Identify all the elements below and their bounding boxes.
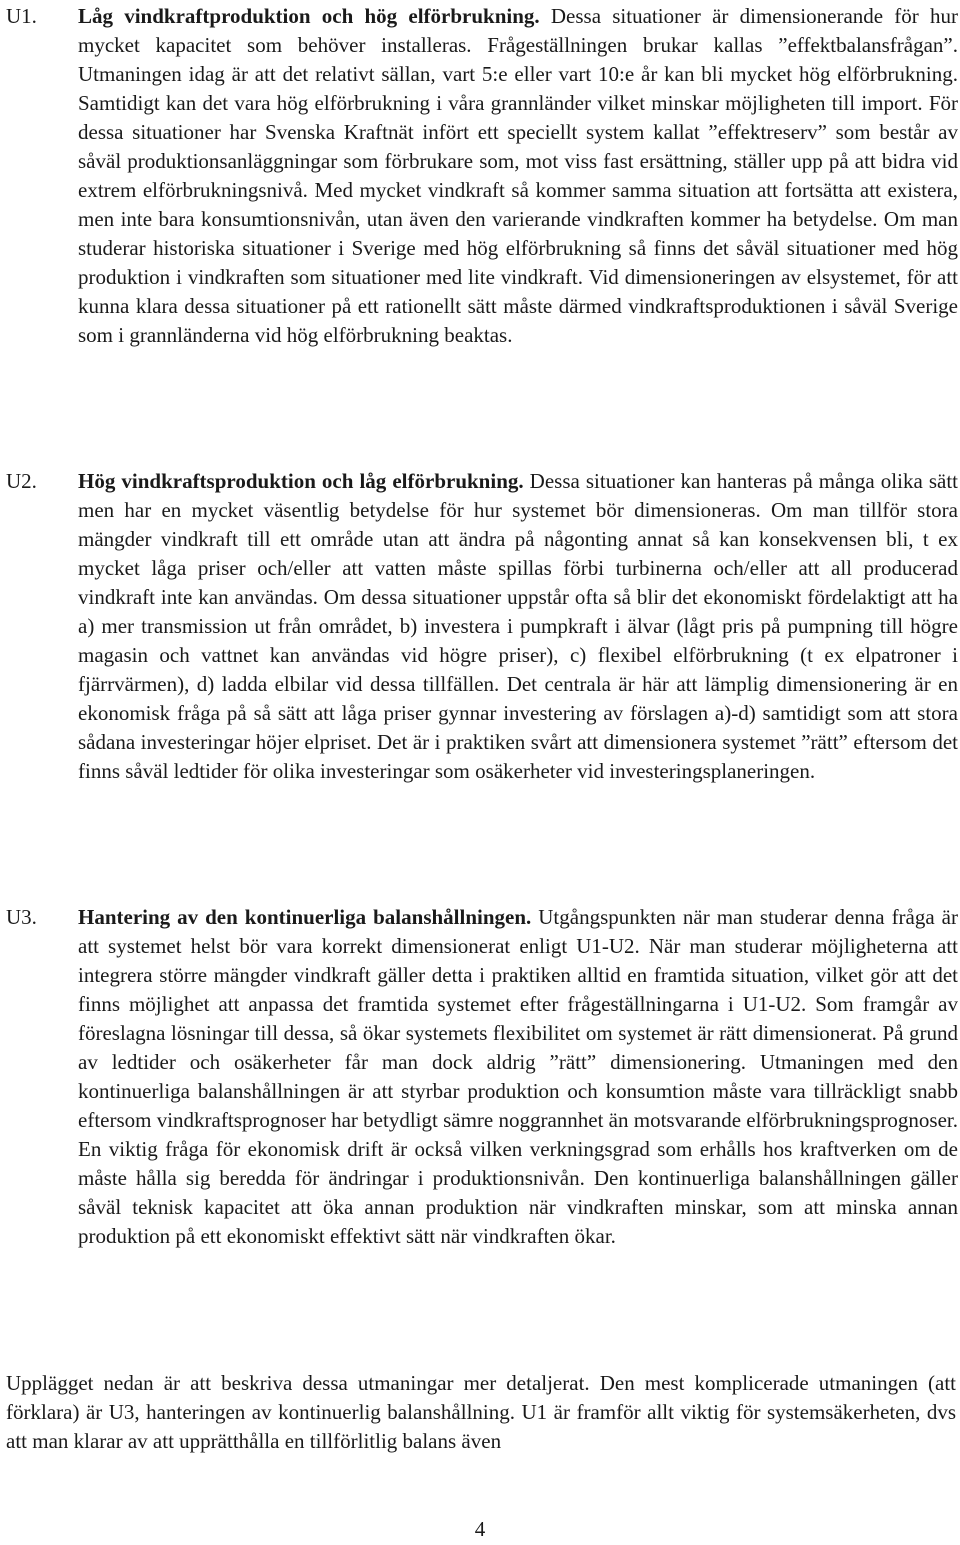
closing-paragraph: Upplägget nedan är att beskriva dessa utmaningar mer detaljerat. Den mest komplicerade utmaningen (att förklara) är U3, hanteringen av kontinuerlig balanshållning. U1 är framför allt viktig för systemsäkerheten, dvs att man klarar av att upprätthålla en tillförlitlig balans även <box>6 1371 956 1453</box>
page-number: 4 <box>474 1517 486 1541</box>
item-heading: Låg vindkraftproduktion och hög elförbrukning. <box>78 4 540 28</box>
list-item-u2 <box>0 467 958 786</box>
item-heading: Hantering av den kontinuerliga balanshållningen. <box>78 905 532 929</box>
item-label: U3. <box>6 905 37 929</box>
item-body <box>78 467 958 786</box>
item-text: Dessa situationer kan hanteras på många olika sätt men har en mycket väsentlig betydelse för hur systemet bör dimensioneras. Om man tillför stora mängder vindkraft till ett område utan att ändra på någonting annat så kan konsekvensen bli, t ex mycket låga priser och/eller att vatten måste spillas förbi turbinerna och/eller att all producerad vindkraft inte kan användas. Om dessa situationer uppstår ofta så blir det ekonomiskt fördelaktigt att ha a) mer transmission ut från området, b) investera i pumpkraft i älvar (lågt pris på pumpning till högre magasin och vattnet kan användas vid högre priser), c) flexibel elförbrukning (t ex elpatroner i fjärrvärmen), d) ladda elbilar vid dessa tillfällen. Det centrala är här att lämplig dimensionering är en ekonomisk fråga på så sätt att låga priser gynnar investering av förslagen a)-d) samtidigt som att stora sådana investeringar höjer elpriset. Det är i praktiken svårt att dimensionera systemet ”rätt” eftersom det finns såväl ledtider för olika investeringar som osäkerheter vid investeringsplaneringen. <box>78 469 958 783</box>
item-heading: Hög vindkraftsproduktion och låg elförbrukning. <box>78 469 524 493</box>
item-text: Dessa situationer är dimensionerande för hur mycket kapacitet som behöver installeras. Frågeställningen brukar kallas ”effektbalansfrågan”. Utmaningen idag är att det relativt sällan, vart 5:e eller vart 10:e år kan bli mycket hög elförbrukning. Samtidigt kan det vara hög elförbrukning i våra grannländer vilket minskar möjligheten till import. För dessa situationer har Svenska Kraftnät infört ett speciellt system kallat ”effektreserv” som består av såväl produktionsanläggningar som förbrukare som, mot viss fast ersättning, ställer upp på att bidra vid extrem elförbrukningsnivå. Med mycket vindkraft så kommer samma situation att fortsätta att existera, men inte bara konsumtionsnivån, utan även den varierande vindkraften kommer ha betydelse. Om man studerar historiska situationer i Sverige med hög elförbrukning så finns det såväl situationer med hög produktion i vindkraften som situationer med lite vindkraft. Vid dimensioneringen av elsystemet, för att kunna klara dessa situationer på ett rationellt sätt måste därmed vindkraftsproduktionen i såväl Sverige som i grannländerna vid hög elförbrukning beaktas. <box>78 4 958 347</box>
item-label: U2. <box>6 469 37 493</box>
list-item-u1 <box>0 2 958 350</box>
item-body <box>78 2 958 350</box>
item-body <box>78 903 958 1251</box>
item-label: U1. <box>6 4 37 28</box>
list-item-u3 <box>0 903 958 1251</box>
item-text: Utgångspunkten när man studerar denna fråga är att systemet helst bör vara korrekt dimensionerat enligt U1-U2. När man studerar möjligheterna att integrera större mängder vindkraft gäller detta i praktiken alltid en framtida situation, vilket gör att det finns möjlighet att anpassa det framtida systemet efter frågeställningarna i U1-U2. Som framgår av föreslagna lösningar till dessa, så ökar systemets flexibilitet om systemet är rätt dimensionerat. På grund av ledtider och osäkerheter får man dock aldrig ”rätt” dimensionering. Utmaningen med den kontinuerliga balanshållningen är att styrbar produktion och konsumtion måste vara tillräckligt snabb eftersom vindkraftsprognoser har betydligt sämre noggrannhet än motsvarande elförbrukningsprognoser. En viktig fråga för ekonomisk drift är också vilken verkningsgrad som erhålls hos kraftverken om de måste hålla sig beredda för ändringar i produktionsnivån. Den kontinuerliga balanshållningen gäller såväl teknisk kapacitet att öka annan produktion när vindkraften minskar, som att minska annan produktion på ett ekonomiskt effektivt sätt när vindkraften ökar. <box>78 905 959 1248</box>
